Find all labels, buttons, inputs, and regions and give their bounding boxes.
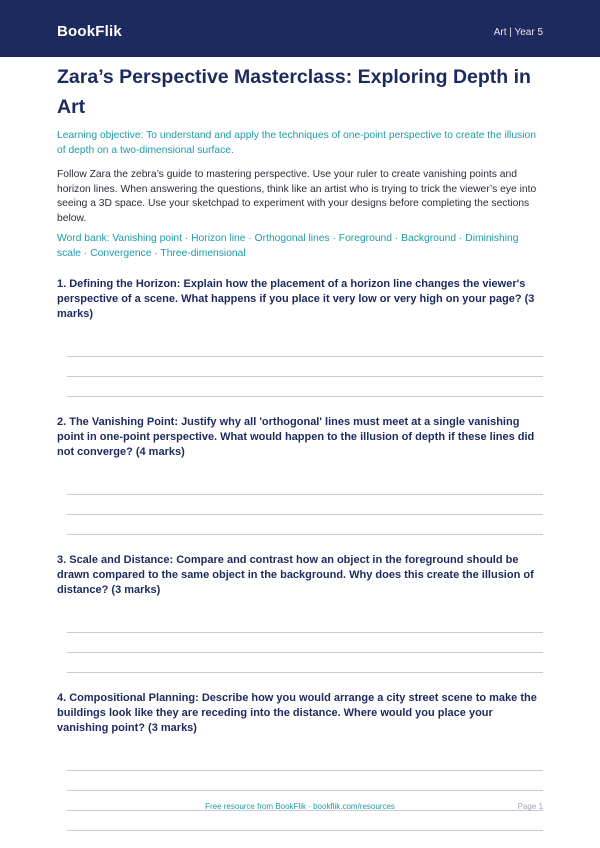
question-1: 1. Defining the Horizon: Explain how the placement of a horizon line changes the viewer's perspective of a scene. What happens if you place it very low or very high on your page? (3 marks) [57,278,535,320]
answer-line[interactable] [67,514,543,515]
answer-line[interactable] [67,652,543,653]
answer-line[interactable] [67,632,543,633]
answer-lines-3[interactable] [57,632,543,673]
question-2: 2. The Vanishing Point: Justify why all 'orthogonal' lines must meet at a single vanishing point in one-point perspective. What would happen to the illusion of depth if these lines did not converge? (4 marks) [57,416,535,458]
brand-logo[interactable]: BookFlik [57,23,122,40]
answer-line[interactable] [67,534,543,535]
answer-line[interactable] [67,830,543,831]
answer-lines-4[interactable] [57,770,543,831]
footer-credit[interactable]: Free resource from BookFlik · bookflik.com/resources [205,802,395,811]
question-3: 3. Scale and Distance: Compare and contrast how an object in the foreground should be drawn compared to the same object in the background. Why does this create the illusion of distance? (3 marks) [57,554,534,596]
answer-line[interactable] [67,770,543,771]
page-title: Zara’s Perspective Masterclass: Exploring Depth in Art [57,66,531,118]
page-header [0,0,600,57]
learning-objective: Learning objective: To understand and apply the techniques of one-point perspective to create the illusion of depth on a two-dimensional surface. [57,130,536,156]
question-4: 4. Compositional Planning: Describe how you would arrange a city street scene to make the buildings look like they are receding into the distance. Where would you place your vanishing point? (3 marks) [57,692,537,734]
worksheet-content [57,62,543,831]
answer-lines-2[interactable] [57,494,543,535]
answer-line[interactable] [67,356,543,357]
answer-line[interactable] [67,494,543,495]
answer-line[interactable] [67,790,543,791]
intro-text: Follow Zara the zebra’s guide to mastering perspective. Use your ruler to create vanishing points and horizon lines. When answering the questions, think like an artist who is trying to trick the viewer’s eye into seeing a 3D space. Use your sketchpad to experiment with your designs before completing the sections below. [57,169,537,224]
subject-year: Art | Year 5 [493,27,543,38]
answer-line[interactable] [67,376,543,377]
answer-line[interactable] [67,672,543,673]
word-bank: Word bank: Vanishing point · Horizon line · Orthogonal lines · Foreground · Background · Diminishing scale · Convergence · Three-dimensional [57,233,519,259]
answer-line[interactable] [67,396,543,397]
answer-lines-1[interactable] [57,356,543,397]
page-number: Page 1 [517,802,543,811]
